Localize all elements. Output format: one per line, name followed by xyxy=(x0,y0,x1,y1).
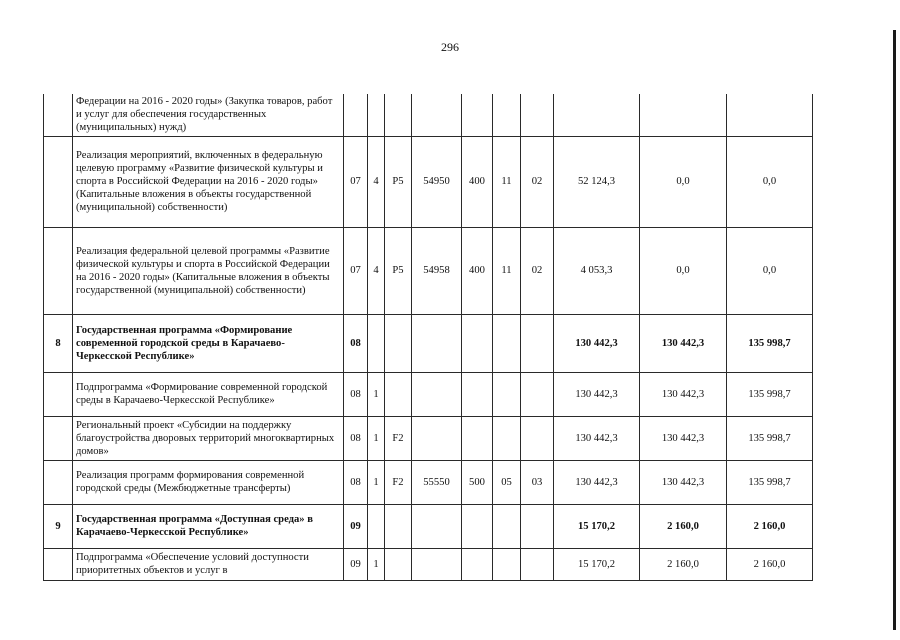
row-number xyxy=(44,548,73,580)
code-subprogram: 1 xyxy=(368,548,385,580)
code-project: F2 xyxy=(385,460,412,504)
table-row xyxy=(44,460,813,504)
amount-year-3: 135 998,7 xyxy=(727,314,813,372)
code-expense-type xyxy=(462,416,493,460)
code-expense-type xyxy=(462,372,493,416)
code-section: 08 xyxy=(344,372,368,416)
amount-year-1: 15 170,2 xyxy=(554,504,640,548)
code-subdivision xyxy=(521,372,554,416)
table-row xyxy=(44,94,813,136)
code-subdivision: 03 xyxy=(521,460,554,504)
table-row xyxy=(44,314,813,372)
code-expense-type xyxy=(462,504,493,548)
amount-year-3 xyxy=(727,94,813,136)
code-subprogram: 1 xyxy=(368,460,385,504)
amount-year-2: 0,0 xyxy=(640,227,727,314)
code-direction xyxy=(412,94,462,136)
amount-year-1: 15 170,2 xyxy=(554,548,640,580)
row-name: Подпрограмма «Обеспечение условий доступности приоритетных объектов и услуг в xyxy=(73,548,344,580)
row-name: Государственная программа «Формирование современной городской среды в Карачаево-Черкесской Республике» xyxy=(73,314,344,372)
scan-edge-mark xyxy=(893,30,896,630)
amount-year-2: 130 442,3 xyxy=(640,372,727,416)
amount-year-2 xyxy=(640,94,727,136)
row-number xyxy=(44,460,73,504)
code-section: 08 xyxy=(344,460,368,504)
row-name: Реализация мероприятий, включенных в федеральную целевую программу «Развитие физической культуры и спорта в Российской Федерации на 2016 - 2020 годы» (Капитальные вложения в объекты государственной (муниципальной) собственности) xyxy=(73,136,344,227)
amount-year-3: 135 998,7 xyxy=(727,372,813,416)
code-expense-type: 400 xyxy=(462,227,493,314)
code-subdivision: 02 xyxy=(521,227,554,314)
code-subdivision xyxy=(521,314,554,372)
code-section: 09 xyxy=(344,504,368,548)
amount-year-2: 130 442,3 xyxy=(640,314,727,372)
code-section: 09 xyxy=(344,548,368,580)
code-division: 05 xyxy=(493,460,521,504)
code-project: P5 xyxy=(385,136,412,227)
code-division xyxy=(493,504,521,548)
amount-year-1: 52 124,3 xyxy=(554,136,640,227)
row-number: 8 xyxy=(44,314,73,372)
code-subprogram: 1 xyxy=(368,416,385,460)
code-subdivision xyxy=(521,416,554,460)
row-number xyxy=(44,372,73,416)
code-project xyxy=(385,94,412,136)
code-direction xyxy=(412,372,462,416)
code-division xyxy=(493,372,521,416)
code-project: P5 xyxy=(385,227,412,314)
code-project xyxy=(385,548,412,580)
code-direction xyxy=(412,416,462,460)
amount-year-3: 0,0 xyxy=(727,136,813,227)
row-name: Реализация программ формирования современной городской среды (Межбюджетные трансферты) xyxy=(73,460,344,504)
code-subdivision: 02 xyxy=(521,136,554,227)
code-project: F2 xyxy=(385,416,412,460)
amount-year-1: 130 442,3 xyxy=(554,314,640,372)
amount-year-1: 4 053,3 xyxy=(554,227,640,314)
code-subprogram xyxy=(368,504,385,548)
code-division xyxy=(493,548,521,580)
code-subdivision xyxy=(521,94,554,136)
code-project xyxy=(385,372,412,416)
code-expense-type xyxy=(462,548,493,580)
amount-year-2: 0,0 xyxy=(640,136,727,227)
amount-year-1: 130 442,3 xyxy=(554,372,640,416)
code-expense-type: 500 xyxy=(462,460,493,504)
amount-year-2: 2 160,0 xyxy=(640,504,727,548)
row-name: Федерации на 2016 - 2020 годы» (Закупка товаров, работ и услуг для обеспечения государственных (муниципальных) нужд) xyxy=(73,94,344,136)
amount-year-3: 0,0 xyxy=(727,227,813,314)
code-section: 07 xyxy=(344,136,368,227)
code-expense-type xyxy=(462,314,493,372)
amount-year-1: 130 442,3 xyxy=(554,416,640,460)
code-direction xyxy=(412,314,462,372)
amount-year-2: 2 160,0 xyxy=(640,548,727,580)
row-name: Региональный проект «Субсидии на поддержку благоустройства дворовых территорий многоквартирных домов» xyxy=(73,416,344,460)
code-direction xyxy=(412,504,462,548)
code-division: 11 xyxy=(493,227,521,314)
code-division xyxy=(493,314,521,372)
code-division xyxy=(493,94,521,136)
amount-year-3: 135 998,7 xyxy=(727,416,813,460)
code-division: 11 xyxy=(493,136,521,227)
code-subdivision xyxy=(521,504,554,548)
code-subprogram: 4 xyxy=(368,227,385,314)
amount-year-1 xyxy=(554,94,640,136)
code-direction: 54958 xyxy=(412,227,462,314)
page-number: 296 xyxy=(441,40,459,54)
code-direction: 54950 xyxy=(412,136,462,227)
code-expense-type xyxy=(462,94,493,136)
code-subprogram: 4 xyxy=(368,136,385,227)
row-number xyxy=(44,136,73,227)
code-direction xyxy=(412,548,462,580)
code-section: 08 xyxy=(344,416,368,460)
table-row xyxy=(44,548,813,580)
table-row xyxy=(44,504,813,548)
table-row xyxy=(44,136,813,227)
row-number: 9 xyxy=(44,504,73,548)
row-name: Реализация федеральной целевой программы «Развитие физической культуры и спорта в Российской Федерации на 2016 - 2020 годы» (Капитальные вложения в объекты государственной (муниципальной) собственности) xyxy=(73,227,344,314)
row-name: Подпрограмма «Формирование современной городской среды в Карачаево-Черкесской Республике» xyxy=(73,372,344,416)
amount-year-2: 130 442,3 xyxy=(640,416,727,460)
amount-year-3: 135 998,7 xyxy=(727,460,813,504)
row-number xyxy=(44,416,73,460)
code-section: 07 xyxy=(344,227,368,314)
code-section xyxy=(344,94,368,136)
row-number xyxy=(44,94,73,136)
table-row xyxy=(44,416,813,460)
code-project xyxy=(385,314,412,372)
row-name: Государственная программа «Доступная среда» в Карачаево-Черкесской Республике» xyxy=(73,504,344,548)
code-expense-type: 400 xyxy=(462,136,493,227)
code-division xyxy=(493,416,521,460)
table-row xyxy=(44,372,813,416)
code-project xyxy=(385,504,412,548)
code-section: 08 xyxy=(344,314,368,372)
table-row xyxy=(44,227,813,314)
amount-year-3: 2 160,0 xyxy=(727,504,813,548)
amount-year-2: 130 442,3 xyxy=(640,460,727,504)
amount-year-3: 2 160,0 xyxy=(727,548,813,580)
budget-table xyxy=(43,94,813,581)
code-direction: 55550 xyxy=(412,460,462,504)
row-number xyxy=(44,227,73,314)
code-subprogram xyxy=(368,94,385,136)
code-subprogram xyxy=(368,314,385,372)
code-subprogram: 1 xyxy=(368,372,385,416)
amount-year-1: 130 442,3 xyxy=(554,460,640,504)
code-subdivision xyxy=(521,548,554,580)
